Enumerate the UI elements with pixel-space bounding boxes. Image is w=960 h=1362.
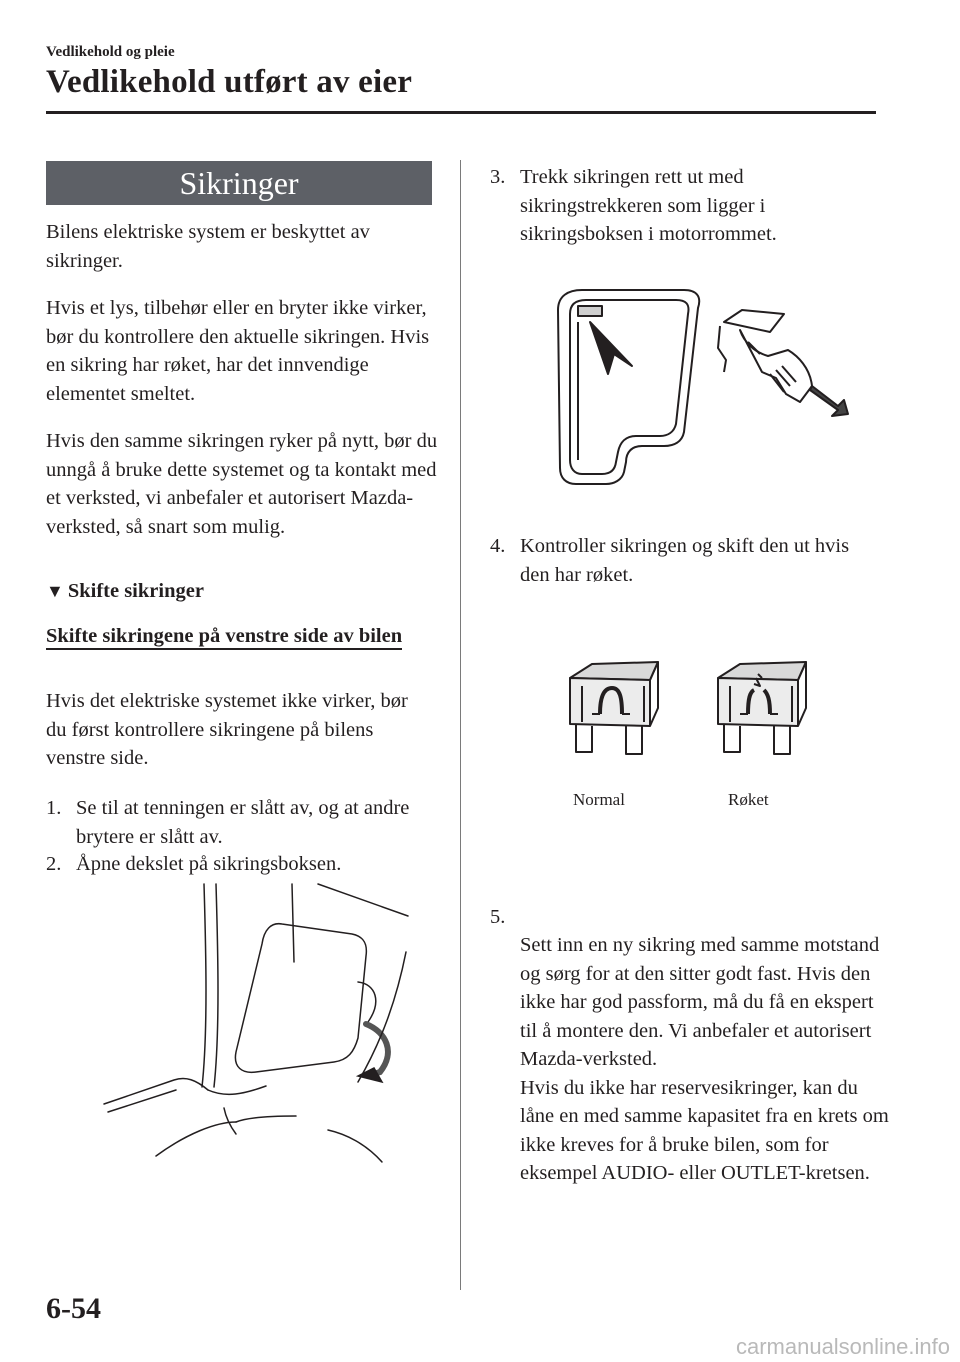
column-divider [460,160,461,1290]
step-5: 5. Sett inn en ny sikring med samme motstand og sørg for at den sitter godt fast. Hvis den ikke har god passform, må du få en ekspert til å montere den. Vi anbefaler et autorisert Mazda-verksted. Hvis du ikke har reservesikringer, kan du låne en med samme kapasitet fra en krets om ikke kreves for å bruke bilen, som for eksempel AUDIO- eller OUTLET-kretsen. [490,905,889,1184]
header-rule [46,111,876,114]
fuse-comparison-illustration [564,656,814,766]
caption-blown: Røket [728,790,769,809]
step-3: 3. Trekk sikringen rett ut med sikringstrekkeren som ligger i sikringsboksen i motorrommet. [490,166,777,245]
intro-paragraph-2: Hvis et lys, tilbehør eller en bryter ikke virker, bør du kontrollere den aktuelle sikringen. Hvis en sikring har røket, har det innvendige elementet smeltet. [46,297,430,405]
step-2: 2. Åpne dekslet på sikringsboksen. [46,853,342,875]
watermark: carmanualsonline.info [735,1334,950,1359]
subsection-subtitle: Skifte sikringene på venstre side av bilen [46,621,406,652]
normal-fuse-icon [570,662,658,754]
fuse-box-cover-illustration [96,872,416,1162]
page-number: 6-54 [46,1292,101,1325]
blown-fuse-icon [718,662,806,754]
chapter-title: Vedlikehold utført av eier [46,64,413,100]
section-banner: Sikringer [46,161,432,205]
step-1: 1. Se til at tenningen er slått av, og at andre brytere er slått av. [46,797,410,848]
step-4: 4. Kontroller sikringen og skift den ut hvis den har røket. [490,535,850,586]
caption-normal: Normal [573,790,625,809]
subsection-title: Skifte sikringer [67,580,204,602]
triangle-down-icon: ▼ [46,581,64,601]
section-header: Vedlikehold og pleie [46,44,175,60]
intro-paragraph-3: Hvis den samme sikringen ryker på nytt, bør du unngå å bruke dette systemet og ta kontakt med et verksted, vi anbefaler et autorisert Mazda-verksted, så snart som mulig. [46,430,438,538]
subsection-heading [46,580,204,603]
fuse-puller-illustration [548,282,858,487]
intro-paragraph-1: Bilens elektriske system er beskyttet av sikringer. [46,221,370,272]
lead-paragraph: Hvis det elektriske systemet ikke virker, bør du først kontrollere sikringene på bilens venstre side. [46,690,408,769]
